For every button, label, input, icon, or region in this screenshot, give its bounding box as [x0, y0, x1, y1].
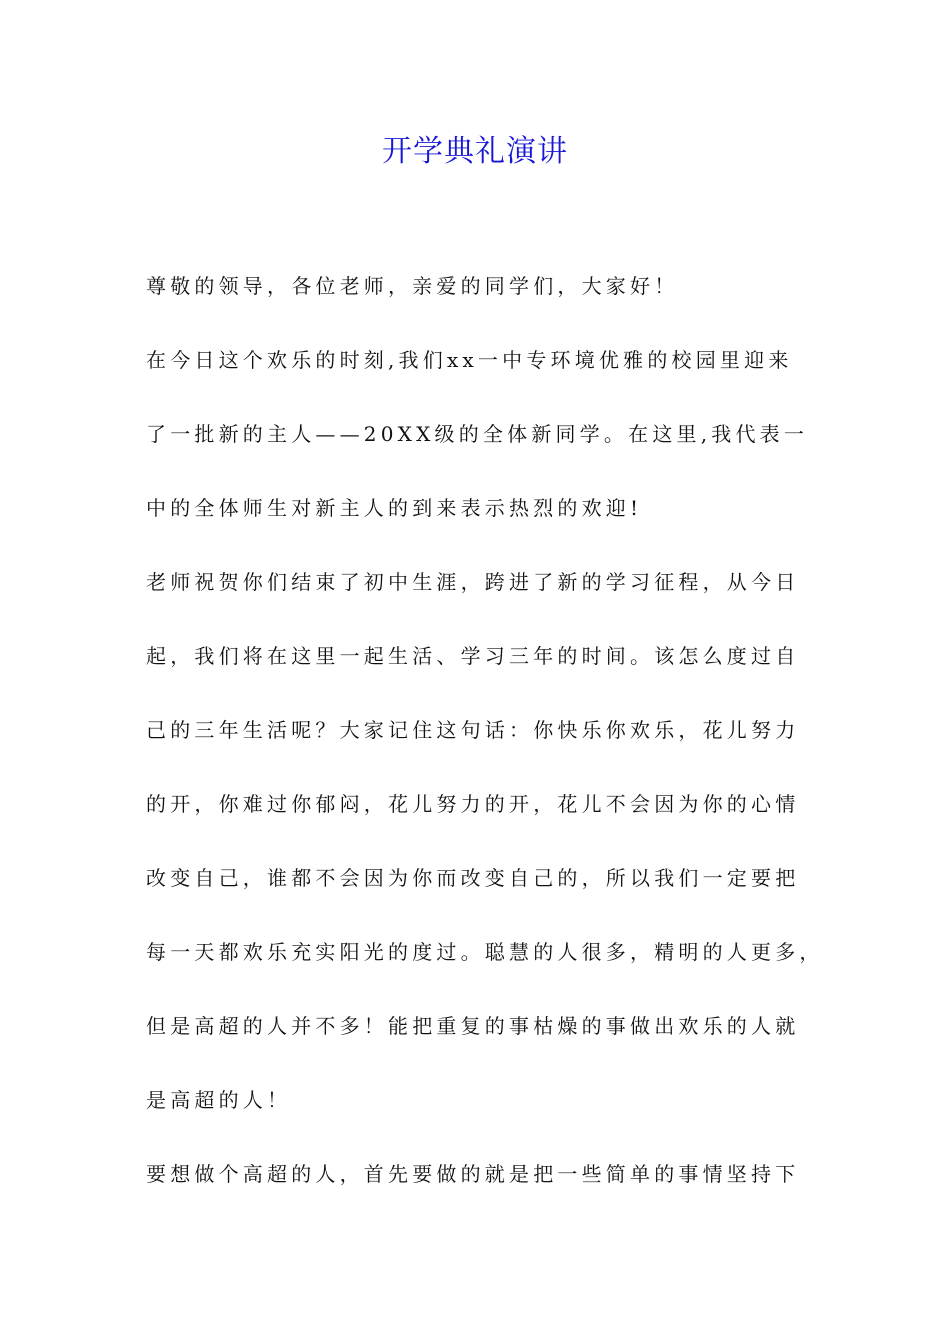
text-line-8: 的开，你难过你郁闷，花儿努力的开，花儿不会因为你的心情 — [146, 792, 800, 816]
text-line-7: 己的三年生活呢？大家记住这句话：你快乐你欢乐，花儿努力 — [146, 718, 800, 742]
text-line-13: 要想做个高超的人，首先要做的就是把一些简单的事情坚持下 — [146, 1162, 800, 1186]
text-line-2: 在今日这个欢乐的时刻,我们xx一中专环境优雅的校园里迎来 — [146, 348, 793, 372]
document-title: 开学典礼演讲 — [382, 134, 568, 169]
text-line-10: 每一天都欢乐充实阳光的度过。聪慧的人很多，精明的人更多， — [146, 940, 824, 964]
text-line-9: 改变自己，谁都不会因为你而改变自己的，所以我们一定要把 — [146, 866, 800, 890]
text-line-6: 起，我们将在这里一起生活、学习三年的时间。该怎么度过自 — [146, 644, 800, 668]
text-line-1: 尊敬的领导，各位老师，亲爱的同学们，大家好！ — [146, 274, 679, 298]
text-line-11: 但是高超的人并不多！能把重复的事枯燥的事做出欢乐的人就 — [146, 1014, 800, 1038]
text-line-5: 老师祝贺你们结束了初中生涯，跨进了新的学习征程，从今日 — [146, 570, 800, 594]
text-line-3: 了一批新的主人——20XX级的全体新同学。在这里,我代表一 — [146, 422, 809, 446]
text-line-12: 是高超的人！ — [146, 1088, 292, 1112]
text-line-4: 中的全体师生对新主人的到来表示热烈的欢迎! — [146, 496, 643, 520]
